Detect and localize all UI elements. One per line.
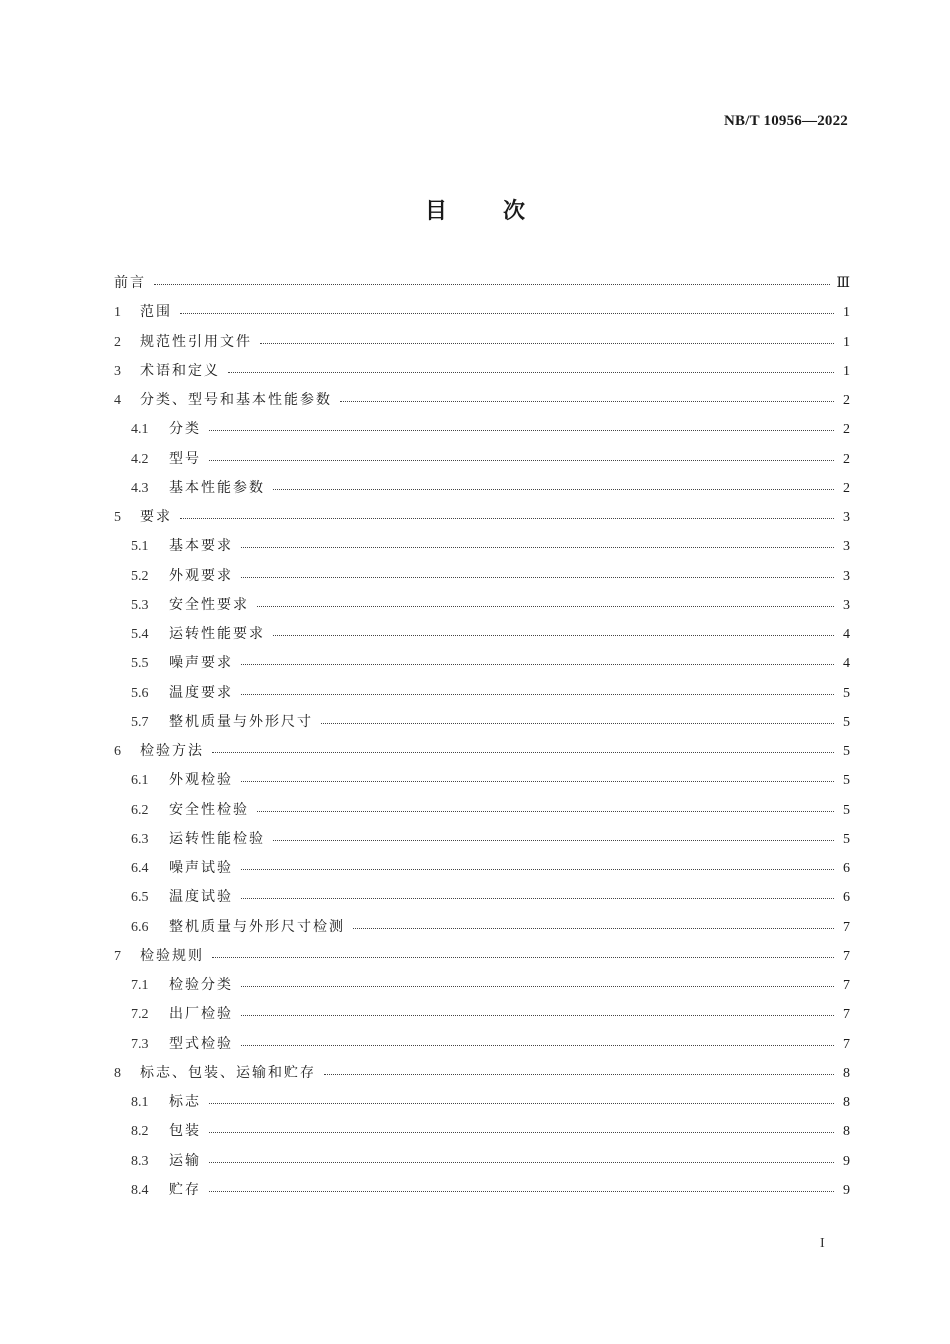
- toc-entry-label: 术语和定义: [140, 362, 220, 379]
- toc-subentry[interactable]: [114, 532, 850, 561]
- toc-entry-number: 5.3: [131, 597, 149, 613]
- dot-leader: [228, 357, 834, 386]
- toc-entry-number: 3: [114, 363, 121, 379]
- toc-entry-label: 运转性能要求: [169, 626, 265, 642]
- toc-subentry[interactable]: [114, 1000, 850, 1029]
- dot-leader: [321, 708, 834, 737]
- toc-entry-page: 7: [843, 978, 850, 993]
- toc-entry-number: 4.1: [131, 422, 149, 438]
- dot-leader: [257, 796, 834, 825]
- toc-entry-page: 3: [843, 510, 850, 525]
- toc-entry-number: 5: [114, 510, 121, 525]
- toc-entry-number: 4.2: [131, 451, 149, 467]
- toc-entry-page: 1: [843, 334, 850, 350]
- dot-leader: [241, 679, 834, 708]
- toc-entry-number: 4.3: [131, 480, 149, 496]
- toc-entry[interactable]: [114, 942, 850, 971]
- dot-leader: [212, 737, 834, 766]
- toc-subentry[interactable]: [114, 854, 850, 883]
- toc-entry-label: 分类: [169, 421, 201, 438]
- toc-subentry[interactable]: [114, 562, 850, 591]
- dot-leader: [241, 1000, 834, 1029]
- toc-entry-page: 8: [843, 1124, 850, 1140]
- toc-subentry[interactable]: [114, 649, 850, 678]
- toc-subentry[interactable]: [114, 1176, 850, 1205]
- toc-subentry[interactable]: [114, 445, 850, 474]
- toc-entry-page: 9: [843, 1153, 850, 1169]
- toc-entry-page: 7: [843, 919, 850, 935]
- toc-entry-label: 整机质量与外形尺寸检测: [169, 918, 345, 935]
- toc-entry-number: 6.6: [131, 919, 149, 935]
- toc-entry[interactable]: [114, 737, 850, 766]
- toc-entry-page: 6: [843, 861, 850, 876]
- dot-leader: [241, 562, 834, 591]
- dot-leader: [353, 913, 834, 942]
- toc-subentry[interactable]: [114, 913, 850, 942]
- toc-entry[interactable]: [114, 1059, 850, 1088]
- toc-entry-page: 4: [843, 656, 850, 672]
- toc-entry-label: 安全性要求: [169, 596, 249, 613]
- toc-entry-page: 5: [843, 714, 850, 730]
- toc-subentry[interactable]: [114, 620, 850, 649]
- toc-entry-label: 整机质量与外形尺寸: [169, 713, 313, 730]
- toc-entry-number: 8.4: [131, 1182, 149, 1198]
- toc-entry-page: 2: [843, 451, 850, 467]
- toc-subentry[interactable]: [114, 1030, 850, 1059]
- toc-entry-label: 检验分类: [169, 977, 233, 993]
- toc-entry-page: 5: [843, 831, 850, 847]
- toc-entry-label: 规范性引用文件: [140, 333, 252, 350]
- dot-leader: [209, 1088, 834, 1117]
- toc-entry-label: 检验规则: [140, 947, 204, 964]
- toc-entry-label: 检验方法: [140, 743, 204, 759]
- toc-entry-number: 6.5: [131, 890, 149, 906]
- toc-entry-label: 标志、包装、运输和贮存: [140, 1064, 316, 1081]
- toc-entry-label: 运输: [169, 1152, 201, 1169]
- toc-entry-label: 标志: [169, 1094, 201, 1110]
- toc-entry-label: 噪声试验: [169, 860, 233, 876]
- toc-subentry[interactable]: [114, 766, 850, 795]
- toc-entry-number: 4: [114, 393, 121, 408]
- toc-entry-label: 前言: [114, 275, 146, 291]
- toc-entry-label: 型号: [169, 450, 201, 467]
- toc-entry-number: 7.3: [131, 1036, 149, 1052]
- toc-entry-page: Ⅲ: [836, 276, 850, 291]
- toc-entry-number: 8.2: [131, 1124, 149, 1140]
- toc-subentry[interactable]: [114, 679, 850, 708]
- toc-entry-label: 运转性能检验: [169, 830, 265, 847]
- toc-entry-page: 6: [843, 890, 850, 906]
- dot-leader: [241, 766, 834, 795]
- dot-leader: [273, 474, 834, 503]
- toc-entry-label: 范围: [140, 304, 172, 321]
- toc-entry-page: 3: [843, 597, 850, 613]
- dot-leader: [212, 942, 834, 971]
- toc-entry-page: 7: [843, 948, 850, 964]
- dot-leader: [154, 269, 830, 298]
- toc-entry-page: 4: [843, 627, 850, 642]
- toc-entry[interactable]: [114, 298, 850, 327]
- toc-entry-label: 贮存: [169, 1181, 201, 1198]
- toc-entry-number: 5.7: [131, 714, 149, 730]
- toc-entry-label: 型式检验: [169, 1035, 233, 1052]
- toc-entry[interactable]: [114, 328, 850, 357]
- table-of-contents: [114, 269, 850, 1205]
- dot-leader: [241, 1030, 834, 1059]
- dot-leader: [180, 298, 834, 327]
- toc-entry-number: 2: [114, 334, 121, 350]
- toc-entry-page: 5: [843, 802, 850, 818]
- toc-entry[interactable]: [114, 503, 850, 532]
- toc-entry-page: 3: [843, 539, 850, 555]
- toc-entry-label: 温度要求: [169, 684, 233, 701]
- toc-entry-page: 5: [843, 773, 850, 789]
- toc-entry-number: 5.5: [131, 656, 149, 672]
- toc-entry[interactable]: [114, 386, 850, 415]
- toc-entry-number: 6: [114, 744, 121, 759]
- dot-leader: [209, 445, 834, 474]
- toc-entry-number: 6.2: [131, 802, 149, 818]
- toc-entry-number: 1: [114, 305, 121, 321]
- dot-leader: [209, 1117, 834, 1146]
- toc-entry-number: 7: [114, 948, 121, 964]
- toc-entry-label: 要求: [140, 509, 172, 525]
- toc-entry-label: 安全性检验: [169, 801, 249, 818]
- toc-entry-number: 5.2: [131, 568, 149, 584]
- toc-entry-page: 8: [843, 1065, 850, 1081]
- toc-entry-page: 9: [843, 1182, 850, 1198]
- toc-entry-label: 外观要求: [169, 567, 233, 584]
- dot-leader: [241, 883, 834, 912]
- toc-entry-page: 7: [843, 1036, 850, 1052]
- dot-leader: [241, 532, 834, 561]
- toc-entry-number: 7.2: [131, 1007, 149, 1023]
- toc-entry[interactable]: [114, 269, 850, 298]
- toc-entry-label: 噪声要求: [169, 655, 233, 672]
- dot-leader: [340, 386, 834, 415]
- toc-entry-number: 5.1: [131, 539, 149, 555]
- toc-entry-label: 基本性能参数: [169, 479, 265, 496]
- page-number: I: [820, 1236, 825, 1251]
- toc-subentry[interactable]: [114, 474, 850, 503]
- toc-entry-number: 6.3: [131, 831, 149, 847]
- toc-entry-label: 出厂检验: [169, 1006, 233, 1023]
- toc-subentry[interactable]: [114, 971, 850, 1000]
- dot-leader: [209, 415, 834, 444]
- dot-leader: [273, 825, 834, 854]
- toc-entry-label: 包装: [169, 1123, 201, 1140]
- dot-leader: [180, 503, 834, 532]
- toc-subentry[interactable]: [114, 825, 850, 854]
- dot-leader: [260, 328, 834, 357]
- dot-leader: [209, 1147, 834, 1176]
- toc-entry-page: 2: [843, 422, 850, 438]
- toc-entry-page: 2: [843, 480, 850, 496]
- toc-subentry[interactable]: [114, 796, 850, 825]
- toc-entry-page: 3: [843, 568, 850, 584]
- toc-entry-number: 5.6: [131, 685, 149, 701]
- toc-entry-page: 5: [843, 685, 850, 701]
- toc-entry-page: 7: [843, 1007, 850, 1023]
- toc-subentry[interactable]: [114, 708, 850, 737]
- dot-leader: [209, 1176, 834, 1205]
- toc-subentry[interactable]: [114, 1117, 850, 1146]
- toc-entry-number: 8.3: [131, 1153, 149, 1169]
- toc-entry-number: 6.1: [131, 773, 149, 789]
- dot-leader: [241, 971, 834, 1000]
- dot-leader: [241, 649, 834, 678]
- toc-entry-number: 5.4: [131, 627, 149, 642]
- toc-entry-number: 7.1: [131, 978, 149, 993]
- dot-leader: [273, 620, 834, 649]
- toc-entry-number: 8.1: [131, 1095, 149, 1110]
- toc-entry-label: 分类、型号和基本性能参数: [140, 392, 332, 408]
- toc-entry-number: 6.4: [131, 861, 149, 876]
- toc-subentry[interactable]: [114, 883, 850, 912]
- toc-entry-page: 5: [843, 744, 850, 759]
- toc-entry-label: 温度试验: [169, 889, 233, 906]
- page-title: 目次: [424, 199, 581, 224]
- dot-leader: [257, 591, 834, 620]
- toc-subentry[interactable]: [114, 1147, 850, 1176]
- toc-subentry[interactable]: [114, 591, 850, 620]
- toc-entry-page: 1: [843, 363, 850, 379]
- toc-entry-number: 8: [114, 1065, 121, 1081]
- toc-subentry[interactable]: [114, 415, 850, 444]
- toc-entry-label: 外观检验: [169, 772, 233, 789]
- dot-leader: [241, 854, 834, 883]
- toc-entry-label: 基本要求: [169, 538, 233, 555]
- toc-entry-page: 1: [843, 305, 850, 321]
- toc-entry-page: 8: [843, 1095, 850, 1110]
- dot-leader: [324, 1059, 834, 1088]
- toc-subentry[interactable]: [114, 1088, 850, 1117]
- toc-entry[interactable]: [114, 357, 850, 386]
- standard-code: NB/T 10956—2022: [724, 113, 848, 129]
- toc-entry-page: 2: [843, 393, 850, 408]
